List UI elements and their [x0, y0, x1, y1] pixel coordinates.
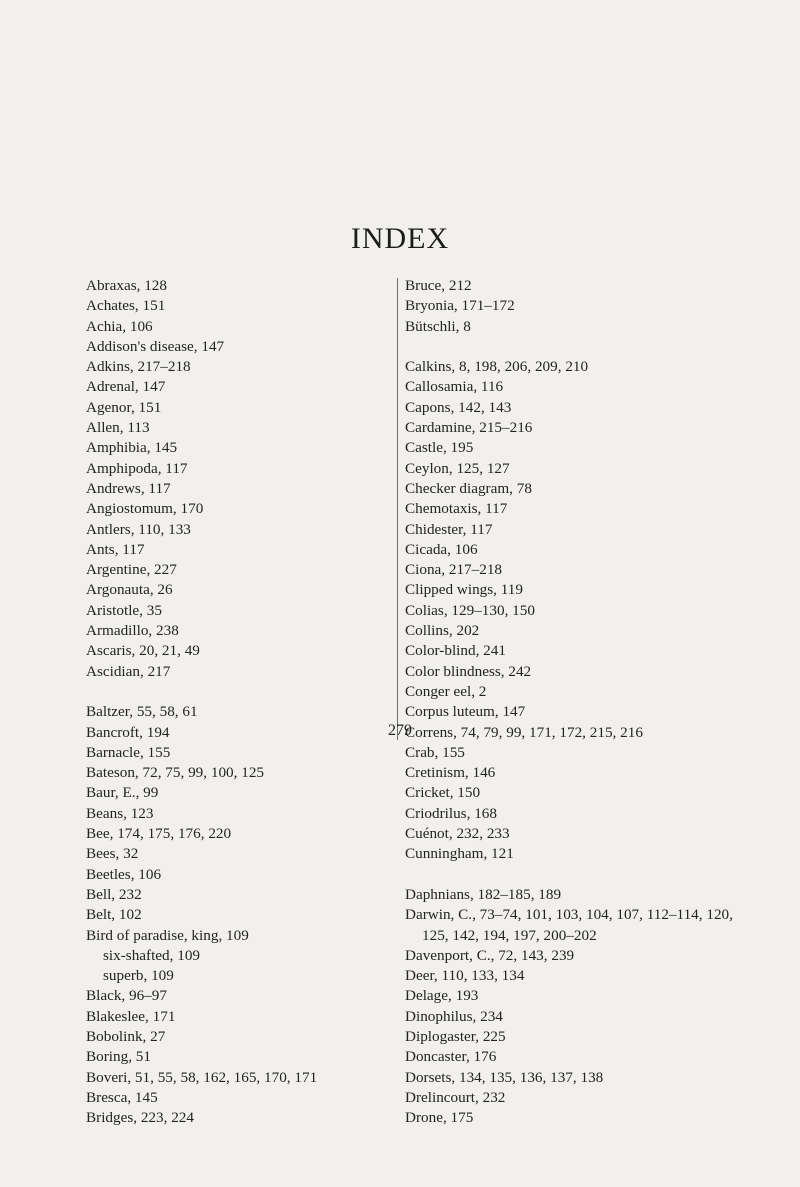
index-section-gap	[405, 337, 745, 357]
index-entry: Achates, 151	[86, 297, 166, 315]
index-entry: Bird of paradise, king, 109	[86, 926, 249, 944]
index-column-left	[86, 276, 386, 1128]
index-entry: Beetles, 106	[86, 865, 162, 883]
index-subentry: superb, 109	[103, 967, 174, 985]
index-entry: Dinophilus, 234	[405, 1007, 503, 1025]
index-entry: Belt, 102	[86, 906, 142, 924]
index-entry: Ceylon, 125, 127	[405, 459, 510, 477]
index-section-gap	[405, 865, 745, 885]
index-entry: Diplogaster, 225	[405, 1027, 506, 1045]
index-entry: Cuénot, 232, 233	[405, 825, 510, 843]
index-subentry: six-shafted, 109	[103, 946, 201, 964]
index-entry: Color-blind, 241	[405, 642, 506, 660]
index-entry: Argentine, 227	[86, 561, 177, 579]
index-entry: Cunningham, 121	[405, 845, 514, 863]
index-entry: Boring, 51	[86, 1048, 151, 1066]
index-entry: Andrews, 117	[86, 479, 171, 497]
index-entry: Collins, 202	[405, 622, 480, 640]
index-entry: Criodrilus, 168	[405, 804, 497, 822]
index-entry: Adkins, 217–218	[86, 358, 191, 376]
index-entry: Antlers, 110, 133	[86, 520, 191, 538]
index-entry: Correns, 74, 79, 99, 171, 172, 215, 216	[405, 723, 643, 741]
index-entry: Abraxas, 128	[86, 277, 167, 294]
index-entry: Colias, 129–130, 150	[405, 601, 535, 619]
index-entry: Color blindness, 242	[405, 662, 532, 680]
index-entry: Ciona, 217–218	[405, 561, 503, 579]
index-entry: Darwin, C., 73–74, 101, 103, 104, 107, 112–114, 120, 125, 142, 194, 197, 200–202	[405, 906, 733, 944]
index-entry: Corpus luteum, 147	[405, 703, 526, 721]
index-entry: Cricket, 150	[405, 784, 481, 802]
index-entry: Adrenal, 147	[86, 378, 166, 396]
index-entry: Delage, 193	[405, 987, 479, 1005]
index-entry: Amphibia, 145	[86, 439, 178, 457]
index-entry: Boveri, 51, 55, 58, 162, 165, 170, 171	[86, 1068, 318, 1086]
index-entry: Bee, 174, 175, 176, 220	[86, 825, 232, 843]
index-entry: Drelincourt, 232	[405, 1088, 506, 1106]
index-entry: Drone, 175	[405, 1109, 474, 1127]
index-entry: Clipped wings, 119	[405, 581, 523, 599]
index-entry: Chidester, 117	[405, 520, 493, 538]
index-entry: Baur, E., 99	[86, 784, 159, 802]
index-entry: Dorsets, 134, 135, 136, 137, 138	[405, 1068, 604, 1086]
index-entry: Chemotaxis, 117	[405, 500, 508, 518]
index-entry: Bresca, 145	[86, 1088, 158, 1106]
index-entry: Ascaris, 20, 21, 49	[86, 642, 200, 660]
index-entry: Cardamine, 215–216	[405, 419, 533, 437]
index-entry: Ascidian, 217	[86, 662, 171, 680]
index-entry: Cretinism, 146	[405, 764, 496, 782]
index-entry: Ants, 117	[86, 540, 145, 558]
index-entry: Bruce, 212	[405, 277, 472, 294]
index-entry: Black, 96–97	[86, 987, 167, 1005]
index-entry: Angiostomum, 170	[86, 500, 204, 518]
index-entry: Davenport, C., 72, 143, 239	[405, 946, 575, 964]
index-entry: Bell, 232	[86, 885, 142, 903]
index-entry: Bryonia, 171–172	[405, 297, 515, 315]
index-section-gap	[86, 682, 386, 702]
index-entry: Achia, 106	[86, 317, 153, 335]
index-entry: Doncaster, 176	[405, 1048, 497, 1066]
column-divider	[397, 278, 398, 740]
index-entry: Deer, 110, 133, 134	[405, 967, 525, 985]
index-entry: Cicada, 106	[405, 540, 478, 558]
index-entry: Beans, 123	[86, 804, 154, 822]
index-entry: Bateson, 72, 75, 99, 100, 125	[86, 764, 265, 782]
index-entry: Agenor, 151	[86, 398, 162, 416]
index-entry: Checker diagram, 78	[405, 479, 532, 497]
page-number: 279	[388, 722, 412, 739]
page-title: INDEX	[350, 222, 450, 255]
index-entry: Amphipoda, 117	[86, 459, 188, 477]
index-entry: Capons, 142, 143	[405, 398, 512, 416]
index-entry: Bees, 32	[86, 845, 139, 863]
index-entry: Blakeslee, 171	[86, 1007, 176, 1025]
index-entry: Daphnians, 182–185, 189	[405, 885, 562, 903]
index-entry: Baltzer, 55, 58, 61	[86, 703, 198, 721]
index-entry: Callosamia, 116	[405, 378, 504, 396]
index-entry: Aristotle, 35	[86, 601, 162, 619]
index-entry: Castle, 195	[405, 439, 474, 457]
index-entry: Conger eel, 2	[405, 682, 487, 700]
index-column-right	[405, 276, 745, 1128]
index-entry: Bobolink, 27	[86, 1027, 166, 1045]
index-entry: Addison's disease, 147	[86, 337, 225, 355]
index-entry: Argonauta, 26	[86, 581, 173, 599]
index-entry: Bancroft, 194	[86, 723, 170, 741]
index-entry: Armadillo, 238	[86, 622, 179, 640]
index-entry: Crab, 155	[405, 743, 465, 761]
index-entry: Allen, 113	[86, 419, 150, 437]
index-entry: Barnacle, 155	[86, 743, 171, 761]
index-entry: Calkins, 8, 198, 206, 209, 210	[405, 358, 589, 376]
index-entry: Bütschli, 8	[405, 317, 471, 335]
index-entry: Bridges, 223, 224	[86, 1109, 194, 1127]
